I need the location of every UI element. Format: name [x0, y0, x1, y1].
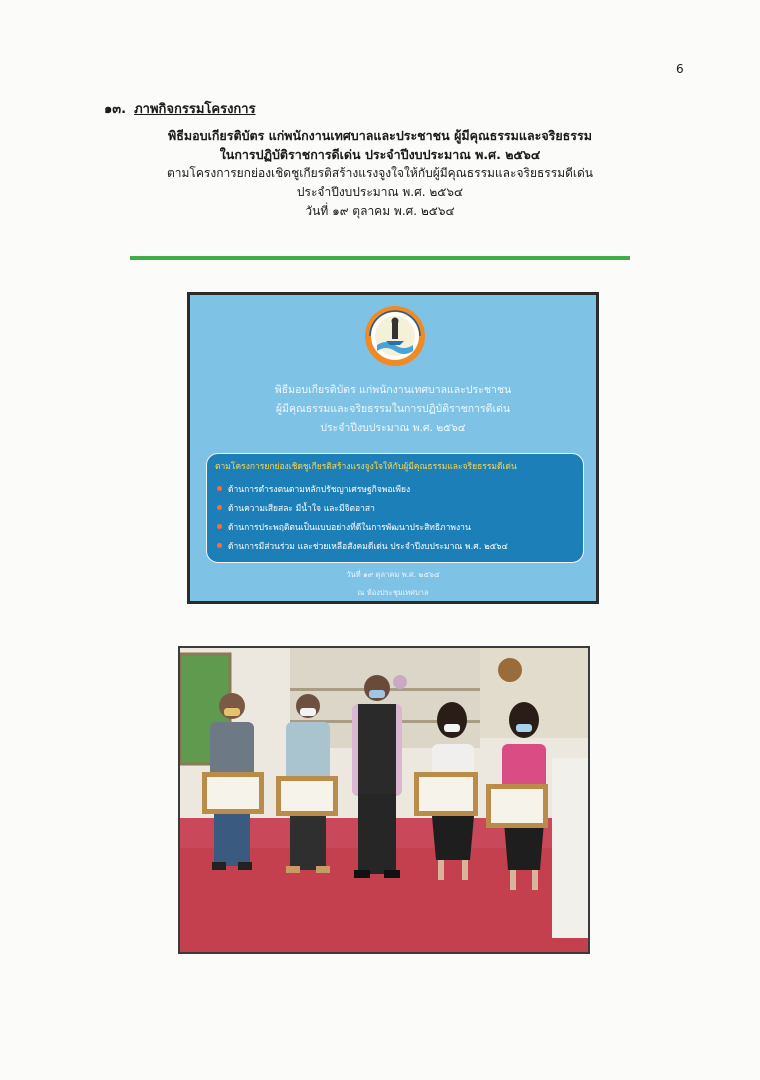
header-date: วันที่ ๑๙ ตุลาคม พ.ศ. ๒๕๖๔ [305, 204, 455, 218]
bullet-icon [217, 543, 222, 548]
criteria-item-label: ด้านความเสียสละ มีน้ำใจ และมีจิตอาสา [228, 503, 375, 514]
group-photo [178, 646, 590, 954]
criteria-item [217, 517, 508, 536]
slide-date: วันที่ ๑๙ ตุลาคม พ.ศ. ๒๕๖๔ [346, 570, 440, 579]
slide-title-line-2: ผู้มีคุณธรรมและจริยธรรมในการปฏิบัติราชการดีเด่น [275, 403, 511, 415]
criteria-item-label: ด้านการดำรงตนตามหลักปรัชญาเศรษฐกิจพอเพียง [228, 484, 411, 495]
page-number: 6 [676, 62, 684, 76]
slide-title-line-1: พิธีมอบเกียรติบัตร แก่พนักงานเทศบาลและประชาชน [274, 384, 512, 396]
ceremony-slide-image [187, 292, 599, 604]
criteria-list [217, 479, 508, 555]
header-title-line-1: พิธีมอบเกียรติบัตร แก่พนักงานเทศบาลและประชาชน ผู้มีคุณธรรมและจริยธรรม [168, 128, 592, 143]
criteria-item [217, 479, 508, 498]
criteria-heading: ตามโครงการยกย่องเชิดชูเกียรติสร้างแรงจูงใจให้กับผู้มีคุณธรรมและจริยธรรมดีเด่น [215, 462, 517, 472]
green-divider [130, 256, 630, 260]
slide-title-line-3: ประจำปีงบประมาณ พ.ศ. ๒๕๖๔ [320, 422, 466, 434]
person-3 [352, 675, 402, 878]
slide-title [190, 381, 596, 438]
bullet-icon [217, 524, 222, 529]
certificate [486, 784, 548, 828]
certificate [202, 772, 264, 814]
criteria-box [206, 453, 584, 563]
criteria-item-label: ด้านการมีส่วนร่วม และช่วยเหลือสังคมดีเด่น ประจำปีงบประมาณ พ.ศ. ๒๕๖๔ [228, 541, 508, 552]
criteria-item-label: ด้านการประพฤติตนเป็นแบบอย่างที่ดีในการพัฒนาประสิทธิภาพงาน [228, 522, 471, 533]
header-title-line-2: ในการปฏิบัติราชการดีเด่น ประจำปีงบประมาณ พ.ศ. ๒๕๖๔ [219, 147, 541, 162]
group-photo-illustration [180, 648, 588, 952]
criteria-item [217, 498, 508, 517]
section-heading [104, 98, 256, 119]
criteria-item [217, 536, 508, 555]
header-project-line: ตามโครงการยกย่องเชิดชูเกียรติสร้างแรงจูงใจให้กับผู้มีคุณธรรมและจริยธรรมดีเด่น [166, 166, 593, 180]
section-number: ๑๓. [104, 102, 127, 117]
municipality-logo-icon [364, 305, 426, 367]
certificate [276, 776, 338, 816]
certificate [414, 772, 478, 816]
slide-venue: ณ ห้องประชุมเทศบาล [357, 588, 429, 597]
bullet-icon [217, 486, 222, 491]
section-title: ภาพกิจกรรมโครงการ [134, 102, 256, 117]
header-fiscal-year: ประจำปีงบประมาณ พ.ศ. ๒๕๖๔ [296, 185, 464, 199]
bullet-icon [217, 505, 222, 510]
document-header [130, 126, 630, 221]
